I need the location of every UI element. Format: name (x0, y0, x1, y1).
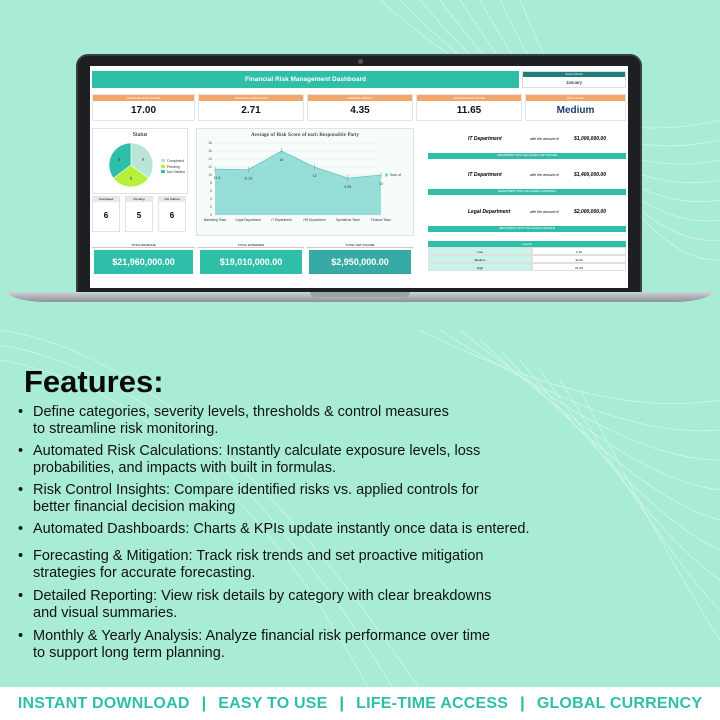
feature-line: probabilities, and impacts with built in formulas. (33, 460, 337, 476)
feature-line: Automated Risk Calculations: Instantly calculate exposure levels, loss (33, 443, 481, 459)
kpi-card (92, 94, 195, 121)
kpi-card (525, 94, 626, 121)
feature-item (18, 588, 588, 622)
data-label: 11.5 (213, 176, 221, 180)
x-tick-label: Finance Team (371, 218, 391, 222)
camera-dot (358, 59, 363, 64)
features-title: Features: (24, 364, 164, 399)
legend-label: Sum of (390, 173, 402, 178)
dashboard-title: Financial Risk Management Dashboard (92, 71, 519, 88)
legend-level: High (428, 263, 532, 271)
legend-range: 21-25 (532, 263, 626, 271)
kpi-label: AVERAGE LIKELIHOOD (199, 95, 303, 101)
kpi-card (198, 94, 304, 121)
dept-amount: $1,400,000.00 (574, 172, 606, 178)
feature-item (18, 482, 588, 516)
total-value: $19,010,000.00 (200, 250, 302, 274)
count-completed (92, 196, 120, 232)
footer-item-instant-download: INSTANT DOWNLOAD (17, 694, 190, 712)
data-label: 9.25 (344, 185, 352, 189)
legend-title: Legend (428, 241, 626, 247)
bullet: • (18, 521, 24, 537)
count-value: 5 (136, 211, 142, 220)
month-value: January (565, 80, 582, 85)
feature-line: to streamline risk monitoring. (33, 421, 219, 437)
kpi-value: 17.00 (130, 105, 157, 116)
feature-item (18, 404, 588, 438)
count-value: 6 (103, 211, 109, 220)
total-label: TOTAL REVENUE (92, 242, 195, 248)
dept-caption: DEPARTMENT WITH THE HIGHEST EXPENSES (428, 189, 626, 195)
y-tick-label: 6 (210, 189, 212, 194)
y-tick-label: 0 (210, 213, 212, 218)
total-value: $2,950,000.00 (309, 250, 411, 274)
count-pending (125, 196, 153, 232)
kpi-card (307, 94, 413, 121)
bullet: • (18, 588, 24, 604)
count-value: 6 (169, 211, 175, 220)
dept-name: Legal Department (468, 209, 511, 215)
bullet: • (18, 404, 24, 420)
risk-score-chart-panel (196, 128, 414, 236)
legend-row (428, 255, 626, 263)
y-tick-label: 10 (208, 173, 212, 178)
feature-line: Risk Control Insights: Compare identified risks vs. applied controls for (33, 482, 479, 498)
count-not-started (158, 196, 186, 232)
legend-level: Medium (428, 255, 532, 263)
data-label: 11.33 (243, 176, 253, 181)
dept-row (428, 201, 626, 225)
legend-item (161, 170, 185, 176)
pie-label: 5 (129, 175, 133, 181)
legend-text: Pending (167, 164, 180, 169)
dept-with: with the amount of (530, 173, 559, 177)
footer-item-lifetime-access: LIFE-TIME ACCESS (356, 694, 509, 712)
dept-name: IT Department (468, 172, 502, 178)
footer-item-easy-to-use: EASY TO USE (218, 694, 328, 712)
kpi-label: AVERAGE IMPACT (308, 95, 412, 101)
total-label: TOTAL NET INCOME (307, 242, 413, 248)
legend-text: Completed (167, 159, 184, 163)
footer-separator: | (520, 694, 525, 712)
area-series (215, 151, 381, 215)
data-label: 16 (279, 158, 284, 162)
dept-caption: DEPARTMENT WITH THE HIGHEST NET INCOME (428, 153, 626, 159)
legend-range: 11-20 (532, 255, 626, 263)
x-tick-label: IT Department (271, 218, 292, 222)
laptop-screen-frame (76, 54, 642, 294)
legend-swatch (385, 174, 388, 177)
feature-line: to support long term planning. (33, 645, 225, 661)
dept-name: IT Department (468, 136, 502, 142)
y-tick-label: 18 (208, 141, 212, 146)
feature-item (18, 443, 588, 477)
count-label: Pending (126, 197, 152, 202)
bullet: • (18, 548, 24, 564)
y-tick-label: 12 (208, 165, 212, 170)
legend-range: 1-10 (532, 247, 626, 255)
feature-line: better financial decision making (33, 499, 236, 515)
pie-label: 6 (118, 156, 121, 162)
feature-item (18, 548, 588, 582)
status-title: Status (132, 132, 148, 138)
dept-with: with the amount of (530, 137, 559, 141)
kpi-value: Medium (556, 105, 595, 116)
total-value: $21,960,000.00 (94, 250, 193, 274)
status-panel (92, 128, 188, 194)
legend-row (428, 247, 626, 255)
feature-item (18, 521, 588, 539)
feature-line: and visual summaries. (33, 605, 178, 621)
total-net-income (307, 242, 413, 276)
kpi-value: 2.71 (241, 105, 261, 116)
footer-separator: | (339, 694, 345, 712)
bullet: • (18, 628, 24, 644)
legend-level: Low (428, 247, 532, 255)
dept-caption: DEPARTMENT WITH THE HIGHEST REVENUE (428, 226, 626, 232)
kpi-label: RISK LEVEL (526, 95, 625, 101)
footer-banner (0, 687, 720, 720)
dept-row (428, 128, 626, 152)
risk-legend (428, 241, 626, 271)
kpi-label: AVERAGE EXPOSURE (417, 95, 521, 101)
feature-line: strategies for accurate forecasting. (33, 565, 256, 581)
pie-label: 6 (141, 156, 144, 162)
data-label: 12 (312, 174, 317, 178)
feature-line: Automated Dashboards: Charts & KPIs update instantly once data is entered. (33, 521, 530, 537)
feature-line: Detailed Reporting: View risk details by category with clear breakdowns (33, 588, 492, 604)
dept-amount: $2,000,000.00 (574, 209, 606, 215)
legend-row (428, 263, 626, 271)
y-tick-label: 16 (208, 149, 212, 154)
status-legend (161, 159, 185, 176)
kpi-card (416, 94, 522, 121)
laptop-notch (310, 292, 410, 297)
bullet: • (18, 482, 24, 498)
footer-item-global-currency: GLOBAL CURRENCY (536, 694, 703, 712)
feature-line: Forecasting & Mitigation: Track risk trends and set proactive mitigation (33, 548, 484, 564)
total-revenue (92, 242, 195, 276)
risk-score-area-chart (197, 139, 413, 237)
dept-amount: $1,000,000.00 (574, 136, 606, 142)
y-tick-label: 2 (210, 205, 212, 210)
month-label: Select Month (523, 72, 625, 77)
feature-item (18, 628, 588, 662)
y-tick-label: 4 (210, 197, 212, 202)
bullet: • (18, 443, 24, 459)
y-tick-label: 14 (208, 157, 212, 162)
total-expenses (198, 242, 304, 276)
month-selector[interactable] (522, 71, 626, 88)
count-label: Not Started (159, 197, 185, 202)
dept-row (428, 164, 626, 188)
chart-title: Average of Risk Score of each Responsible Party (250, 132, 360, 138)
x-tick-label: Legal Department (235, 218, 261, 222)
dept-with: with the amount of (530, 210, 559, 214)
footer-separator: | (201, 694, 207, 712)
feature-line: Monthly & Yearly Analysis: Analyze financial risk performance over time (33, 628, 490, 644)
x-tick-label: Marketing Team (203, 218, 227, 222)
kpi-value: 11.65 (456, 105, 482, 116)
kpi-value: 4.35 (350, 105, 370, 116)
x-tick-label: Operations Team (335, 218, 360, 222)
dashboard-screen (90, 66, 628, 288)
kpi-label: AVERAGE RISK SCORE (93, 95, 194, 101)
data-label: 10 (379, 182, 383, 186)
total-label: TOTAL EXPENSES (198, 242, 304, 248)
y-tick-label: 8 (210, 181, 212, 186)
count-label: Completed (93, 197, 119, 202)
legend-text: Not Started (167, 170, 185, 174)
x-tick-label: HR Department (303, 218, 326, 222)
feature-line: Define categories, severity levels, thresholds & control measures (33, 404, 449, 420)
